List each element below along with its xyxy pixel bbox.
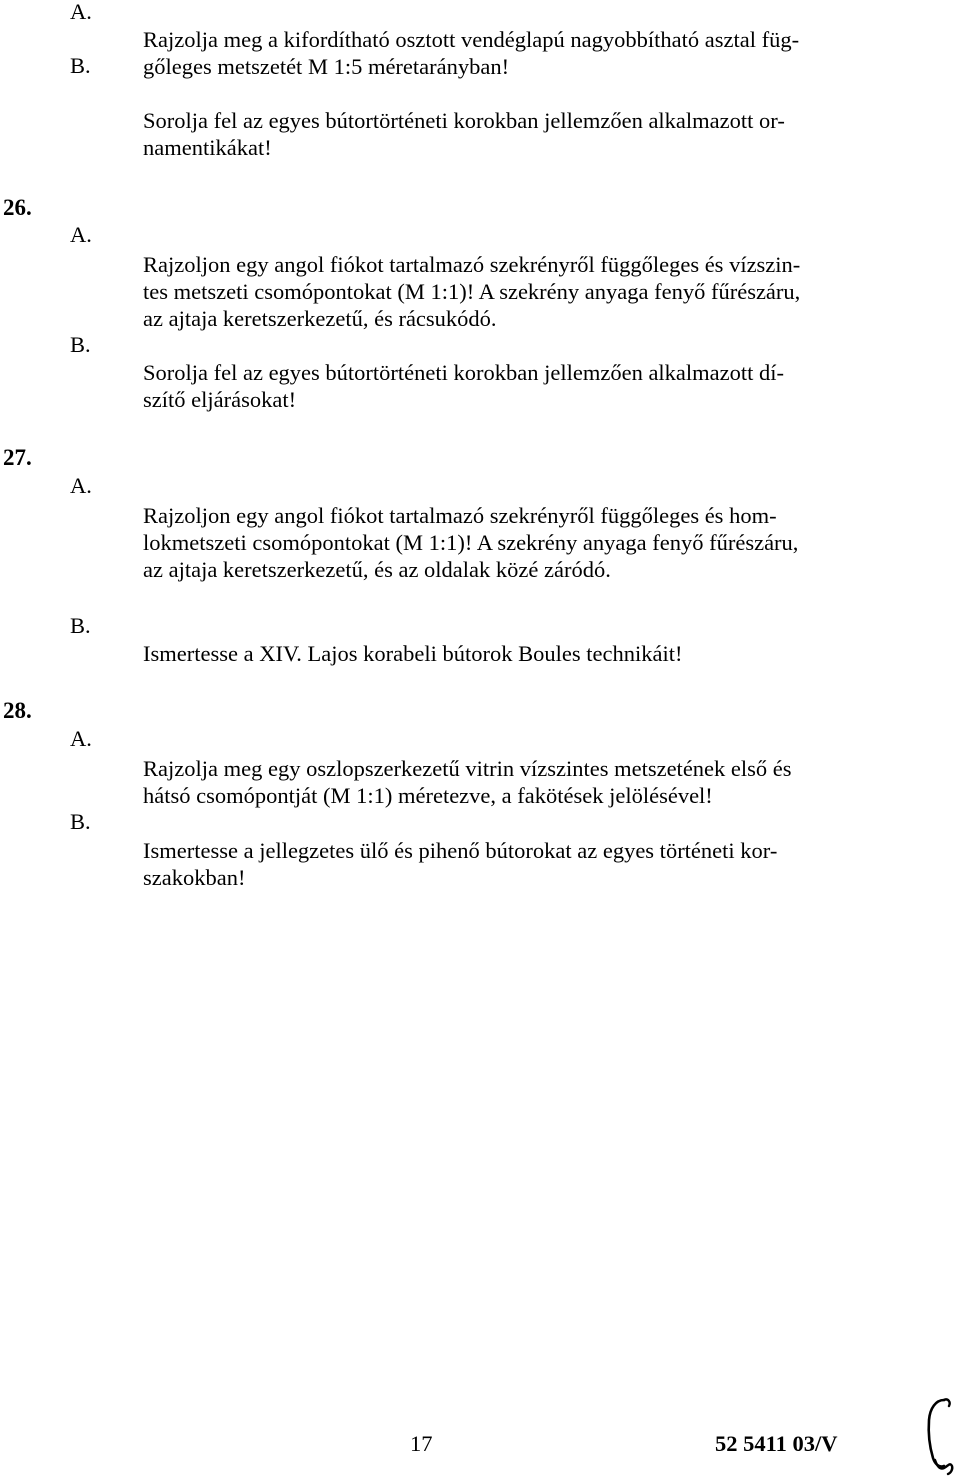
intro-b-line-2: namentikákat! — [143, 135, 272, 160]
question-28-a-line-1: Rajzolja meg egy oszlopszerkezetű vitrin vízszintes metszetének első és — [143, 756, 792, 781]
question-26-a-label: A. — [70, 222, 92, 247]
question-27-number: 27. — [3, 445, 32, 470]
intro-a-line-1: Rajzolja meg a kifordítható osztott vendéglapú nagyobbítható asztal füg- — [143, 27, 800, 52]
question-28-number: 28. — [3, 698, 32, 723]
question-27-b-label: B. — [70, 613, 91, 638]
intro-a-line-2: gőleges metszetét M 1:5 méretarányban! — [143, 54, 510, 79]
question-28-b-line-2: szakokban! — [143, 865, 246, 890]
question-26-b-line-1: Sorolja fel az egyes bútortörténeti korokban jellemzően alkalmazott dí- — [143, 360, 785, 385]
document-code: 52 5411 03/V — [715, 1431, 838, 1456]
question-26-number: 26. — [3, 195, 32, 220]
intro-b-line-1: Sorolja fel az egyes bútortörténeti korokban jellemzően alkalmazott or- — [143, 108, 785, 133]
question-26-a-line-3: az ajtaja keretszerkezetű, és rácsukódó. — [143, 306, 497, 331]
handwritten-signature-icon — [918, 1394, 958, 1476]
question-26-a-line-2: tes metszeti csomópontokat (M 1:1)! A szekrény anyaga fenyő fűrészáru, — [143, 279, 801, 304]
intro-a-label: A. — [70, 0, 92, 24]
question-27-a-line-1: Rajzoljon egy angol fiókot tartalmazó szekrényről függőleges és hom- — [143, 503, 777, 528]
question-27-a-label: A. — [70, 473, 92, 498]
question-27-a-line-2: lokmetszeti csomópontokat (M 1:1)! A szekrény anyaga fenyő fűrészáru, — [143, 530, 799, 555]
question-28-a-label: A. — [70, 726, 92, 751]
question-26-b-line-2: szítő eljárásokat! — [143, 387, 297, 412]
question-28-b-label: B. — [70, 809, 91, 834]
question-28-b-line-1: Ismertesse a jellegzetes ülő és pihenő bútorokat az egyes történeti kor- — [143, 838, 778, 863]
question-26-b-label: B. — [70, 332, 91, 357]
question-26-a-line-1: Rajzoljon egy angol fiókot tartalmazó szekrényről függőleges és vízszin- — [143, 252, 801, 277]
question-27-a-line-3: az ajtaja keretszerkezetű, és az oldalak közé záródó. — [143, 557, 611, 582]
page-number: 17 — [410, 1431, 433, 1456]
question-28-a-line-2: hátsó csomópontját (M 1:1) méretezve, a fakötések jelölésével! — [143, 783, 713, 808]
intro-b-label: B. — [70, 53, 91, 78]
question-27-b-line-1: Ismertesse a XIV. Lajos korabeli bútorok Boules technikáit! — [143, 641, 683, 666]
